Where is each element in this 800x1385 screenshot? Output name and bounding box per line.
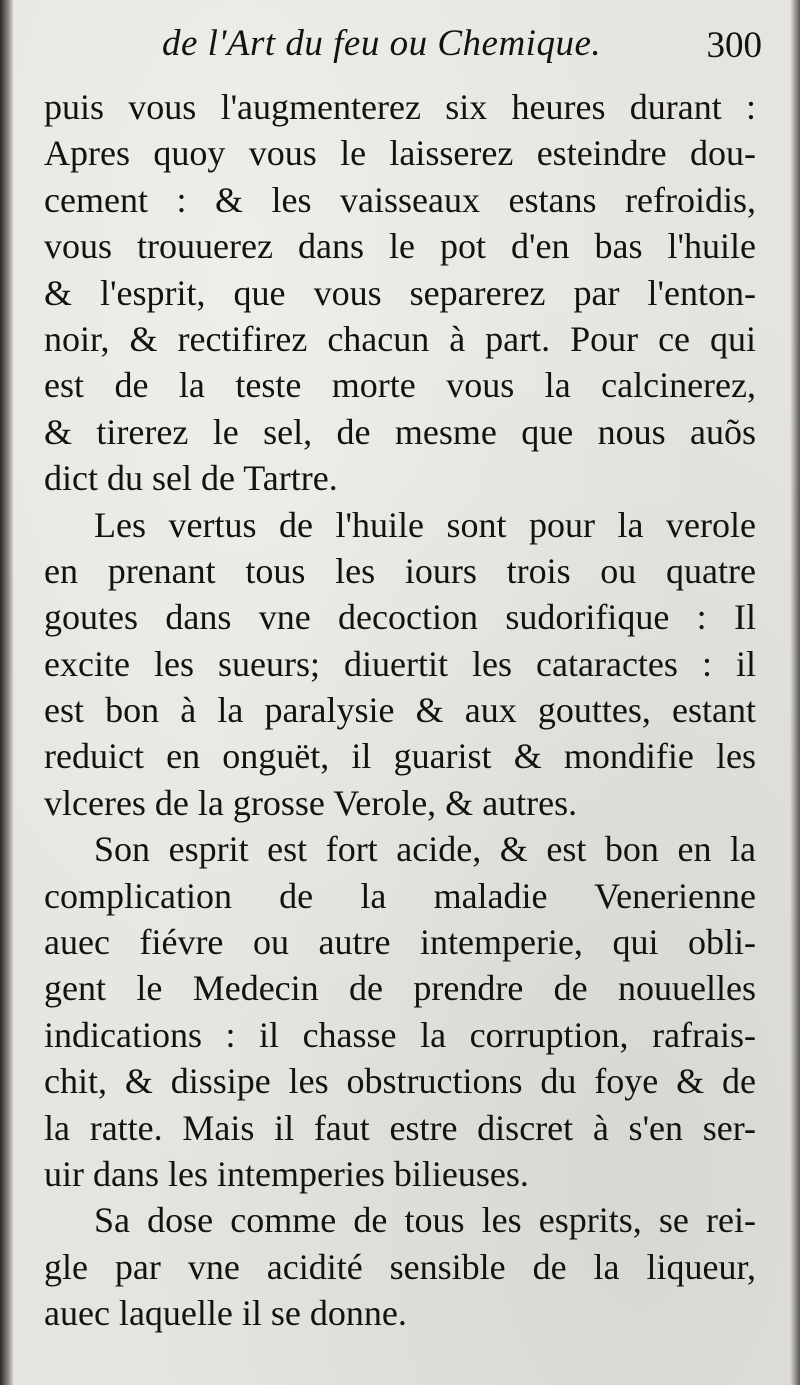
page-edge-right <box>790 0 800 1385</box>
text-line: indications : il chasse la corruption, rafrais- <box>44 1014 756 1055</box>
text-line: dict du sel de Tartre. <box>44 458 338 499</box>
paragraph-1 <box>44 84 756 502</box>
text-line: Apres quoy vous le laisserez esteindre dou- <box>44 133 756 174</box>
text-line: la ratte. Mais il faut estre discret à s'en ser- <box>44 1107 756 1148</box>
text-line: reduict en onguët, il guarist & mondifie les <box>44 736 756 777</box>
text-line: en prenant tous les iours trois ou quatre <box>44 550 756 591</box>
text-line: uir dans les intemperies bilieuses. <box>44 1153 529 1194</box>
text-line: cement : & les vaisseaux estans refroidis, <box>44 179 756 220</box>
text-line: est de la teste morte vous la calcinerez, <box>44 365 756 406</box>
text-line: vous trouuerez dans le pot d'en bas l'huile <box>44 226 756 267</box>
text-line: est bon à la paralysie & aux gouttes, estant <box>44 690 756 731</box>
text-line: Sa dose comme de tous les esprits, se rei- <box>94 1200 756 1241</box>
text-line: & tirerez le sel, de mesme que nous auõs <box>44 411 756 452</box>
text-line: vlceres de la grosse Verole, & autres. <box>44 782 578 823</box>
running-title: de l'Art du feu ou Chemique. <box>162 23 602 64</box>
text-line: auec laquelle il se donne. <box>44 1293 407 1334</box>
text-line: chit, & dissipe les obstructions du foye & de <box>44 1061 756 1102</box>
page-number: 300 <box>706 25 762 66</box>
text-line: auec fiévre ou autre intemperie, qui obli- <box>44 922 756 963</box>
text-line: & l'esprit, que vous separerez par l'enton- <box>44 272 756 313</box>
text-line: Son esprit est fort acide, & est bon en la <box>94 829 756 870</box>
text-line: complication de la maladie Venerienne <box>44 875 756 916</box>
page-edge-left <box>0 0 14 1385</box>
body-text <box>44 84 756 1337</box>
text-line: excite les sueurs; diuertit les cataractes : il <box>44 643 756 684</box>
text-line: gle par vne acidité sensible de la liqueur, <box>44 1246 756 1287</box>
text-line: puis vous l'augmenterez six heures durant : <box>44 87 756 127</box>
page-header <box>44 20 770 80</box>
text-line: gent le Medecin de prendre de nouuelles <box>44 968 756 1009</box>
text-line: Les vertus de l'huile sont pour la verole <box>94 504 756 545</box>
text-line: goutes dans vne decoction sudorifique : Il <box>44 597 756 638</box>
paragraph-2 <box>44 502 756 827</box>
text-line: noir, & rectifirez chacun à part. Pour ce qui <box>44 318 756 359</box>
paragraph-4 <box>44 1197 756 1336</box>
paragraph-3 <box>44 826 756 1197</box>
